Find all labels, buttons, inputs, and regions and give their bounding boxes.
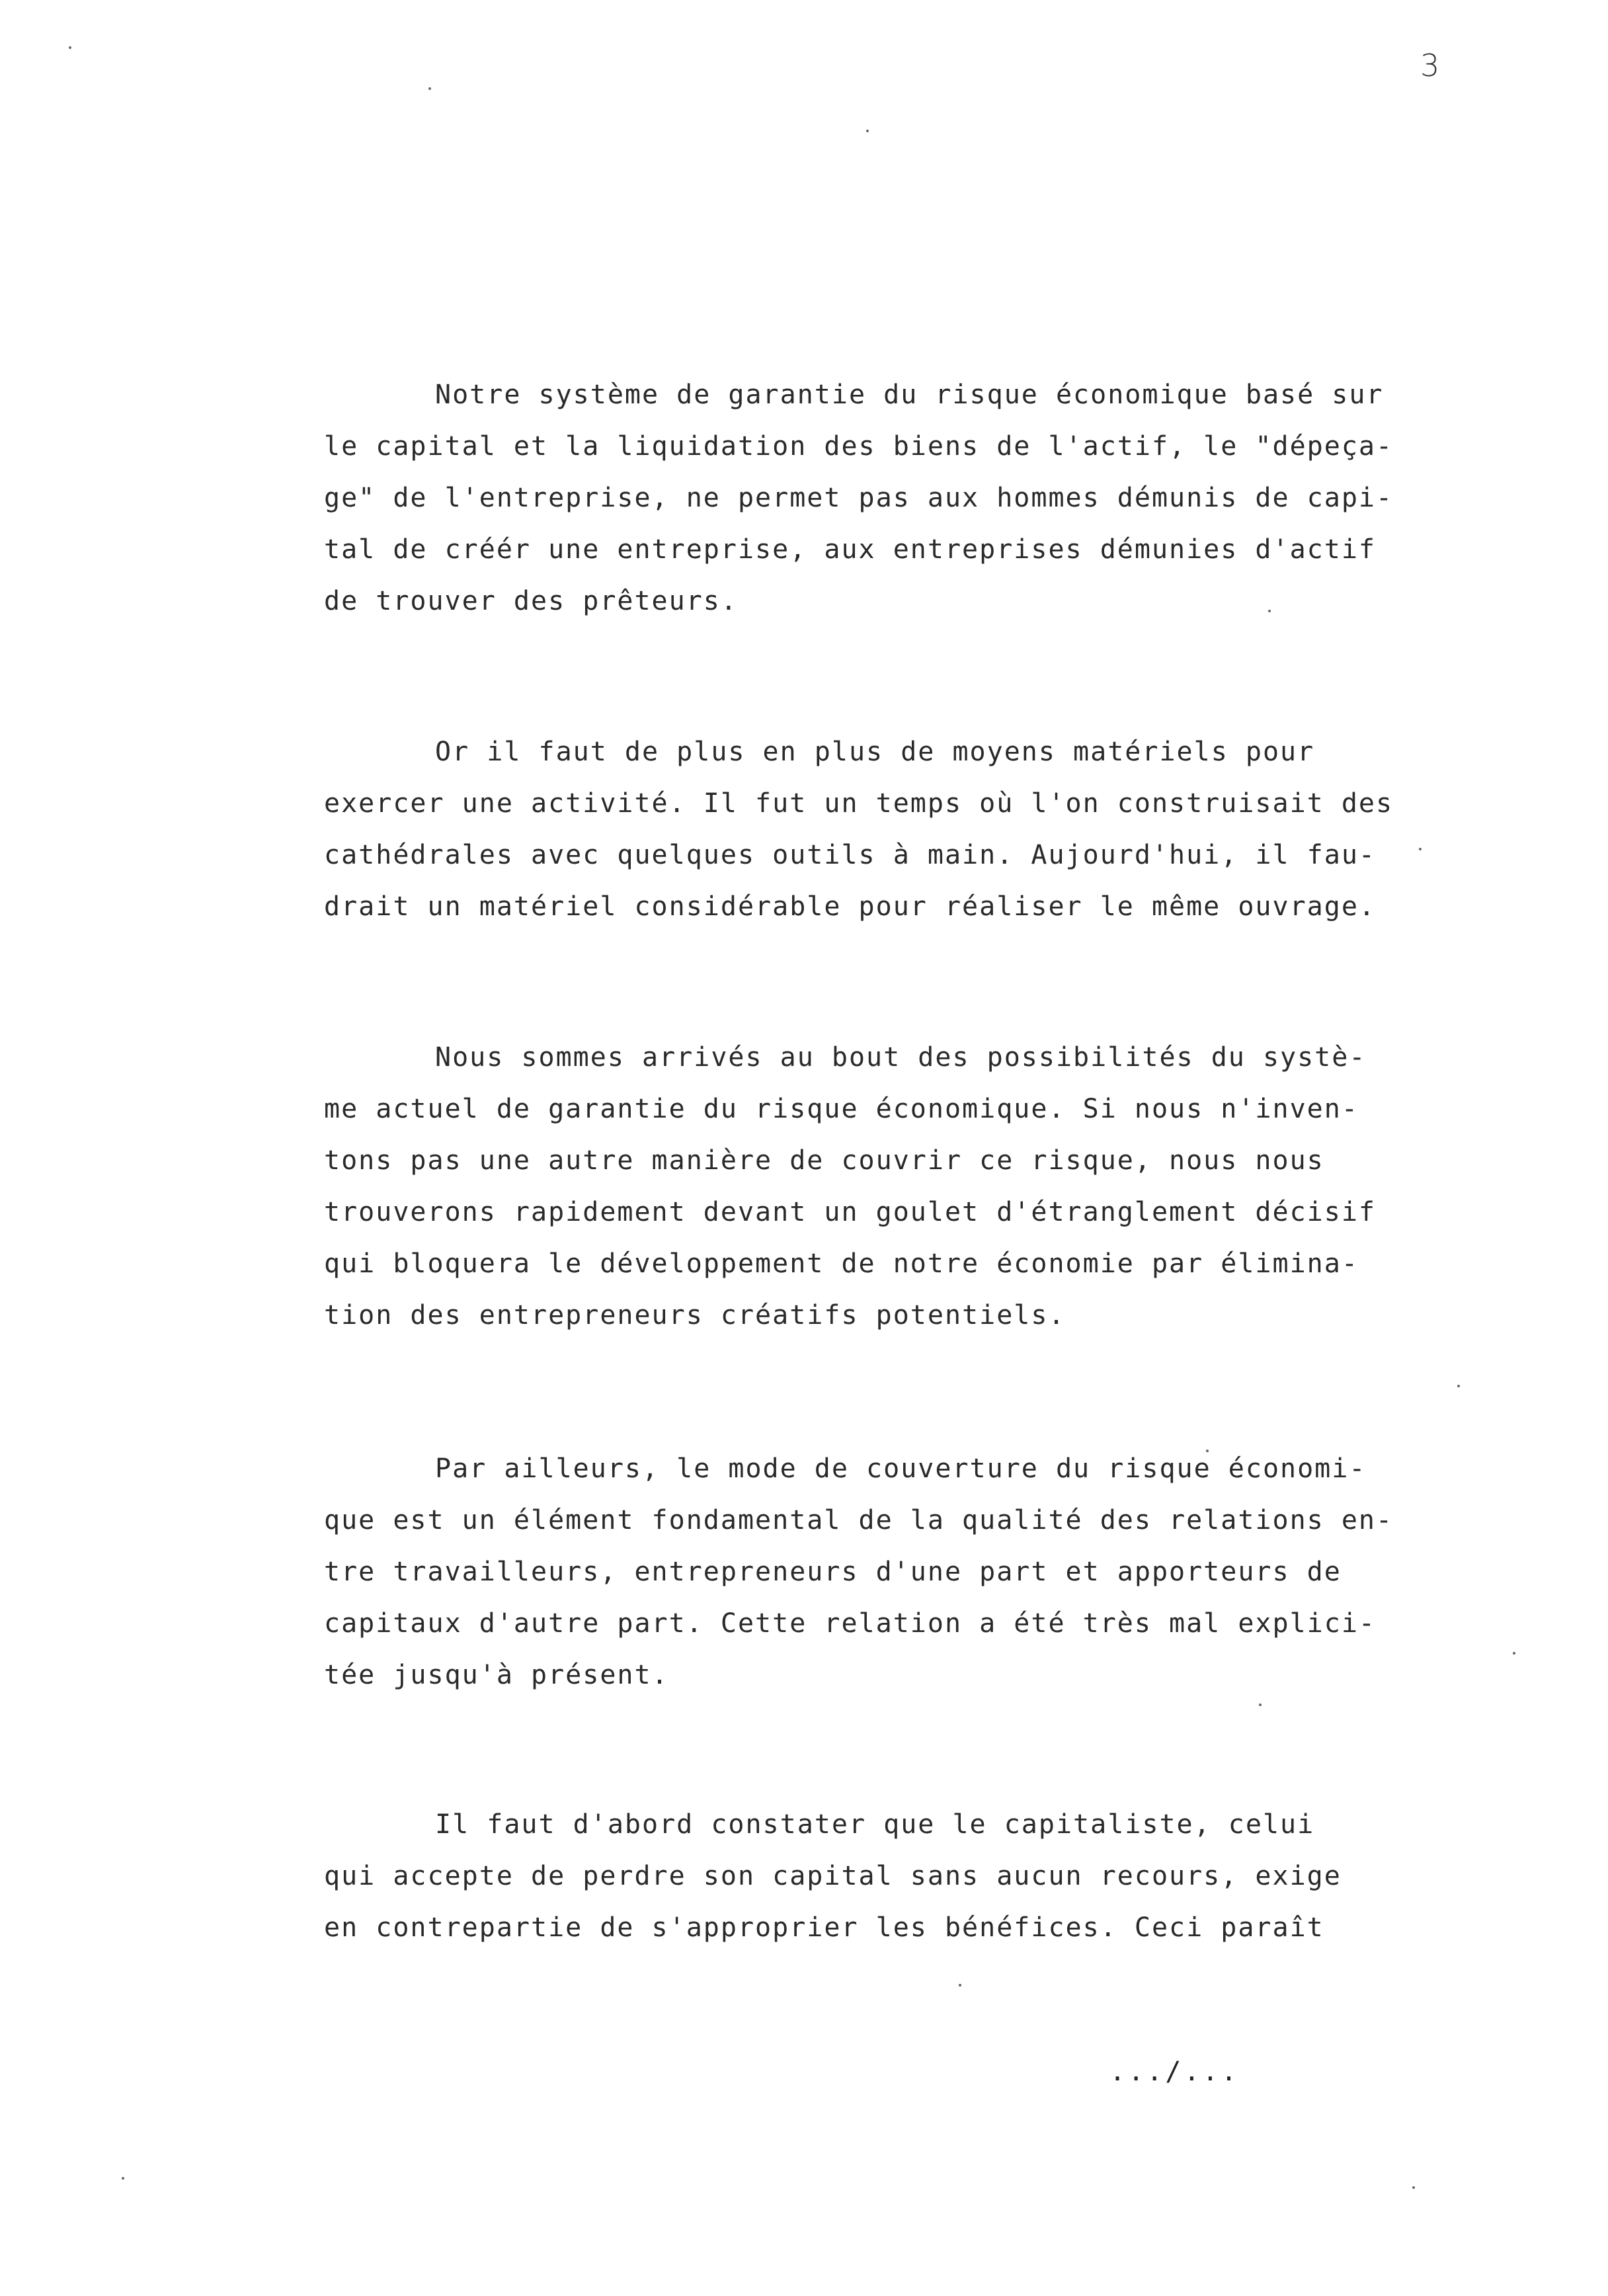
text-line: en contrepartie de s'approprier les bénéfices. Ceci paraît xyxy=(324,1912,1324,1943)
text-line: Notre système de garantie du risque économique basé sur xyxy=(435,380,1384,410)
text-line: de trouver des prêteurs. xyxy=(324,586,738,616)
paragraph-4 xyxy=(324,1443,1394,1701)
scan-speck xyxy=(1259,1703,1262,1706)
text-line: qui bloquera le développement de notre économie par élimina- xyxy=(324,1249,1359,1279)
text-line: me actuel de garantie du risque économique. Si nous n'inven- xyxy=(324,1094,1359,1124)
text-line: que est un élément fondamental de la qualité des relations en- xyxy=(324,1505,1394,1536)
text-line: tion des entrepreneurs créatifs potentiels. xyxy=(324,1300,1066,1331)
text-line: drait un matériel considérable pour réaliser le même ouvrage. xyxy=(324,891,1377,922)
scan-speck xyxy=(1268,610,1271,612)
text-line: qui accepte de perdre son capital sans aucun recours, exige xyxy=(324,1861,1342,1891)
scan-speck xyxy=(1206,1450,1209,1452)
text-line: le capital et la liquidation des biens de l'actif, le "dépeça- xyxy=(324,431,1394,462)
scan-speck xyxy=(428,87,431,90)
text-line: cathédrales avec quelques outils à main. Aujourd'hui, il fau- xyxy=(324,840,1377,870)
paragraph-5 xyxy=(324,1799,1382,1953)
scan-speck xyxy=(69,46,71,49)
scan-speck xyxy=(122,2177,124,2180)
text-line: Nous sommes arrivés au bout des possibilités du systè- xyxy=(435,1042,1367,1073)
text-line: tons pas une autre manière de couvrir ce risque, nous nous xyxy=(324,1145,1324,1176)
text-line: capitaux d'autre part. Cette relation a été très mal explici- xyxy=(324,1608,1377,1639)
scan-speck xyxy=(1513,1652,1515,1655)
scan-speck xyxy=(1412,2186,1415,2189)
page-number: 3 xyxy=(1420,48,1440,83)
text-line: Il faut d'abord constater que le capitaliste, celui xyxy=(435,1809,1315,1840)
text-line: tée jusqu'à présent. xyxy=(324,1660,669,1690)
text-line: trouverons rapidement devant un goulet d'étranglement décisif xyxy=(324,1197,1377,1227)
text-line: Par ailleurs, le mode de couverture du risque économi- xyxy=(435,1454,1367,1484)
text-line: Or il faut de plus en plus de moyens matériels pour xyxy=(435,737,1315,767)
text-line: ge" de l'entreprise, ne permet pas aux hommes démunis de capi- xyxy=(324,483,1394,513)
continuation-mark: .../... xyxy=(1109,2057,1240,2087)
text-line: exercer une activité. Il fut un temps où l'on construisait des xyxy=(324,788,1394,819)
scan-speck xyxy=(866,130,869,132)
scan-speck xyxy=(1419,848,1422,850)
paragraph-2 xyxy=(324,726,1394,932)
scan-speck xyxy=(1457,1385,1460,1387)
paragraph-3 xyxy=(324,1032,1382,1341)
scan-speck xyxy=(959,1984,961,1987)
paragraph-1 xyxy=(324,369,1394,627)
text-line: tre travailleurs, entrepreneurs d'une part et apporteurs de xyxy=(324,1557,1342,1587)
text-line: tal de créér une entreprise, aux entreprises démunies d'actif xyxy=(324,534,1377,565)
